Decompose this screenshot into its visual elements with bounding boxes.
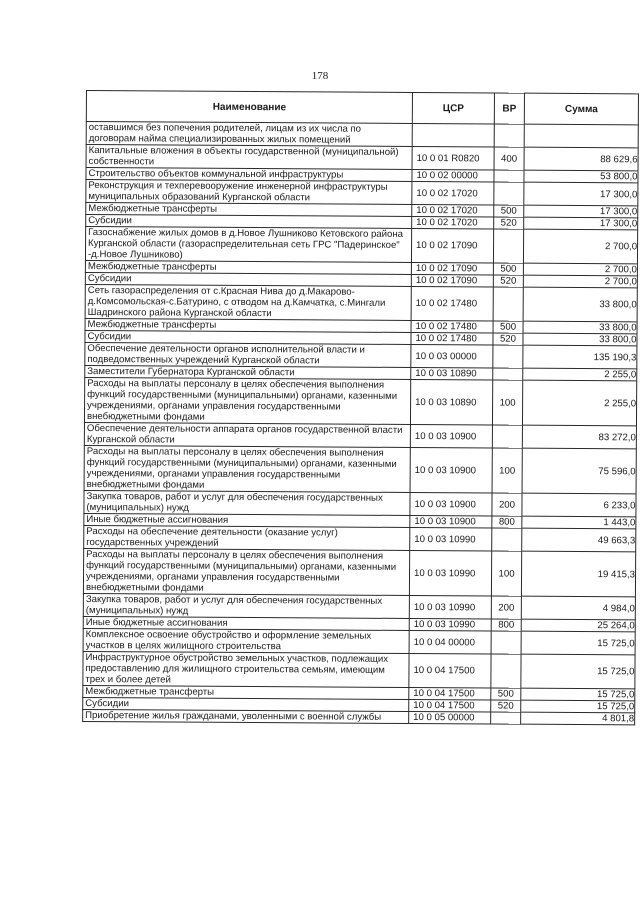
cell-csr: 10 0 03 10890	[411, 367, 493, 380]
cell-sum	[524, 124, 638, 148]
cell-sum: 2 700,0	[523, 263, 637, 276]
cell-vr	[493, 345, 523, 368]
cell-csr: 10 0 03 10900	[410, 515, 492, 528]
cell-csr: 10 0 04 17500	[409, 699, 491, 712]
cell-csr: 10 0 01 R0820	[412, 146, 494, 170]
cell-vr: 100	[491, 551, 521, 596]
table-row	[84, 490, 636, 516]
cell-sum: 17 300,0	[524, 205, 638, 218]
cell-csr: 10 0 03 10990	[409, 618, 491, 631]
cell-vr: 100	[492, 380, 522, 425]
cell-sum: 1 443,0	[522, 516, 636, 529]
cell-csr: 10 0 02 17090	[411, 274, 493, 287]
cell-vr: 500	[494, 205, 524, 217]
cell-csr: 10 0 02 17020	[412, 216, 494, 229]
header-sum: Сумма	[524, 93, 638, 125]
cell-csr: 10 0 02 17480	[411, 332, 493, 345]
cell-vr: 500	[493, 263, 523, 275]
cell-vr: 800	[492, 516, 522, 528]
cell-vr	[494, 124, 524, 147]
cell-name: Субсидии	[85, 330, 411, 344]
cell-csr: 10 0 02 00000	[412, 169, 494, 182]
cell-sum: 2 700,0	[523, 275, 637, 288]
cell-sum: 25 264,0	[521, 619, 635, 632]
cell-name: Реконструкция и техперевооружение инженерной инфраструктуры муниципальных образований Курганской области	[86, 180, 412, 205]
cell-csr: 10 0 03 10890	[410, 379, 492, 425]
cell-name: Обеспечение деятельности органов исполнительной власти и подведомственных учреждений Курганской области	[85, 342, 411, 367]
cell-sum: 17 300,0	[524, 182, 638, 206]
table-row	[83, 709, 635, 724]
cell-name: Межбюджетные трансферты	[86, 203, 412, 217]
cell-sum: 49 663,3	[522, 528, 636, 552]
table-row	[84, 422, 636, 448]
table-row	[86, 180, 638, 206]
cell-csr: 10 0 03 10900	[410, 492, 492, 516]
cell-vr	[493, 229, 523, 263]
cell-sum: 83 272,0	[522, 425, 636, 449]
cell-sum: 2 255,0	[523, 368, 637, 381]
cell-name: Газоснабжение жилых домов в д.Новое Лушниково Кетовского района Курганской области (газораспределительная сеть ГРС "Падеринское" -д.Новое Лушниково)	[85, 227, 411, 263]
cell-name: Иные бюджетные ассигнования	[83, 616, 409, 630]
cell-name: Обеспечение деятельности аппарата органов государственной власти Курганской области	[84, 422, 410, 447]
cell-name: Межбюджетные трансферты	[83, 685, 409, 699]
cell-sum: 75 596,0	[522, 448, 636, 494]
cell-vr	[491, 654, 521, 688]
cell-sum: 19 415,3	[521, 551, 635, 597]
cell-name: Расходы на выплаты персоналу в целях обеспечения выполнения функций государственными (муниципальными) органами, казенными учреждениями, органами управления государственными внебюджетными фондами	[83, 548, 409, 595]
cell-sum: 15 725,0	[521, 688, 635, 701]
cell-vr	[491, 631, 521, 654]
cell-name: Сеть газораспределения от с.Красная Нива до д.Макарово-д.Комсомольская-с.Батурино, с отводом на д.Камчатка, с.Мингали Шадринского района Курганской области	[85, 284, 411, 320]
table-row	[84, 445, 636, 493]
cell-name: оставшимся без попечения родителей, лицам из их числа по договорам найма специализированных жилых помещений	[86, 122, 412, 147]
table-row	[83, 651, 635, 688]
budget-table	[82, 90, 639, 725]
table-header-row	[86, 91, 638, 125]
header-name: Наименование	[86, 91, 412, 124]
cell-vr: 520	[494, 217, 524, 229]
cell-csr: 10 0 03 10990	[409, 595, 491, 619]
cell-csr	[412, 123, 494, 147]
cell-vr: 200	[492, 493, 522, 516]
cell-name: Капитальные вложения в объекты государственной (муниципальной) собственности	[86, 145, 412, 170]
table-row	[85, 227, 637, 264]
cell-sum: 53 800,0	[524, 170, 638, 183]
table-row	[83, 593, 635, 619]
cell-csr: 10 0 02 17020	[412, 181, 494, 205]
cell-sum: 4 984,0	[521, 596, 635, 620]
cell-sum: 2 255,0	[522, 380, 636, 426]
page-number: 178	[311, 70, 329, 82]
cell-csr: 10 0 03 10990	[410, 527, 492, 551]
table-row	[83, 628, 635, 654]
cell-sum: 33 800,0	[523, 287, 637, 322]
cell-name: Расходы на обеспечение деятельности (оказание услуг) государственных учреждений	[84, 525, 410, 550]
cell-vr	[494, 182, 524, 205]
cell-name: Иные бюджетные ассигнования	[84, 513, 410, 527]
cell-sum: 33 800,0	[523, 333, 637, 346]
cell-name: Расходы на выплаты персоналу в целях обеспечения выполнения функций государственными (муниципальными) органами, казенными учреждениями, органами управления государственными внебюджетными фондами	[84, 445, 410, 492]
cell-vr: 520	[491, 700, 521, 712]
cell-vr: 400	[494, 147, 524, 170]
table-row	[85, 284, 637, 321]
cell-sum: 17 300,0	[524, 217, 638, 230]
cell-vr: 500	[493, 321, 523, 333]
cell-csr: 10 0 04 17500	[409, 653, 491, 688]
table-row	[84, 525, 636, 551]
cell-sum: 4 801,8	[521, 712, 635, 725]
cell-vr	[491, 712, 521, 724]
cell-csr: 10 0 03 10900	[410, 447, 492, 493]
cell-sum: 2 700,0	[523, 229, 637, 264]
cell-csr: 10 0 03 10900	[410, 424, 492, 448]
cell-csr: 10 0 02 17480	[411, 286, 493, 321]
cell-csr: 10 0 04 17500	[409, 687, 491, 700]
table-row	[84, 377, 636, 425]
cell-vr: 500	[491, 688, 521, 700]
cell-csr: 10 0 05 00000	[409, 711, 491, 724]
cell-csr: 10 0 02 17090	[411, 262, 493, 275]
cell-vr: 800	[491, 619, 521, 631]
cell-name: Заместители Губернатора Курганской области	[85, 365, 411, 379]
budget-table-sheet	[82, 90, 638, 725]
cell-name: Субсидии	[85, 272, 411, 286]
cell-name: Расходы на выплаты персоналу в целях обеспечения выполнения функций государственными (муниципальными) органами, казенными учреждениями, органами управления государственными внебюджетными фондами	[84, 377, 410, 424]
cell-vr: 200	[491, 596, 521, 619]
cell-name: Закупка товаров, работ и услуг для обеспечения государственных (муниципальных) нужд	[84, 490, 410, 515]
cell-vr	[492, 528, 522, 551]
cell-name: Закупка товаров, работ и услуг для обеспечения государственных (муниципальных) нужд	[83, 593, 409, 618]
table-body	[83, 122, 639, 725]
cell-name: Субсидии	[86, 215, 412, 229]
table-row	[86, 145, 638, 171]
cell-name: Инфраструктурное обустройство земельных участков, подлежащих предоставлению для жилищного строительства семьям, имеющим трех и более детей	[83, 651, 409, 687]
cell-sum: 15 725,0	[521, 700, 635, 713]
cell-sum: 6 233,0	[522, 493, 636, 517]
cell-sum: 33 800,0	[523, 321, 637, 334]
cell-name: Межбюджетные трансферты	[85, 260, 411, 274]
cell-sum: 135 190,3	[523, 345, 637, 369]
cell-name: Субсидии	[83, 697, 409, 711]
table-row	[85, 342, 637, 368]
cell-csr: 10 0 04 00000	[409, 630, 491, 654]
cell-vr: 520	[493, 275, 523, 287]
cell-vr	[492, 425, 522, 448]
header-vr: ВР	[494, 93, 524, 124]
cell-vr: 100	[492, 448, 522, 493]
cell-csr: 10 0 02 17090	[411, 228, 493, 263]
cell-vr	[493, 368, 523, 380]
cell-sum: 15 725,0	[521, 631, 635, 655]
cell-vr	[494, 170, 524, 182]
cell-vr	[493, 287, 523, 321]
header-csr: ЦСР	[412, 92, 494, 124]
cell-sum: 15 725,0	[521, 654, 635, 689]
cell-vr: 520	[493, 333, 523, 345]
table-row	[86, 122, 638, 148]
cell-csr: 10 0 02 17020	[412, 204, 494, 217]
cell-csr: 10 0 02 17480	[411, 320, 493, 333]
cell-name: Комплексное освоение обустройство и оформление земельных участков в целях жилищного строительства	[83, 628, 409, 653]
cell-name: Приобретение жилья гражданами, уволенными с военной службы	[83, 709, 409, 723]
cell-sum: 88 629,6	[524, 147, 638, 171]
cell-name: Строительство объектов коммунальной инфраструктуры	[86, 168, 412, 182]
cell-csr: 10 0 03 00000	[411, 344, 493, 368]
table-row	[83, 548, 635, 596]
cell-csr: 10 0 03 10990	[409, 550, 491, 596]
cell-name: Межбюджетные трансферты	[85, 318, 411, 332]
